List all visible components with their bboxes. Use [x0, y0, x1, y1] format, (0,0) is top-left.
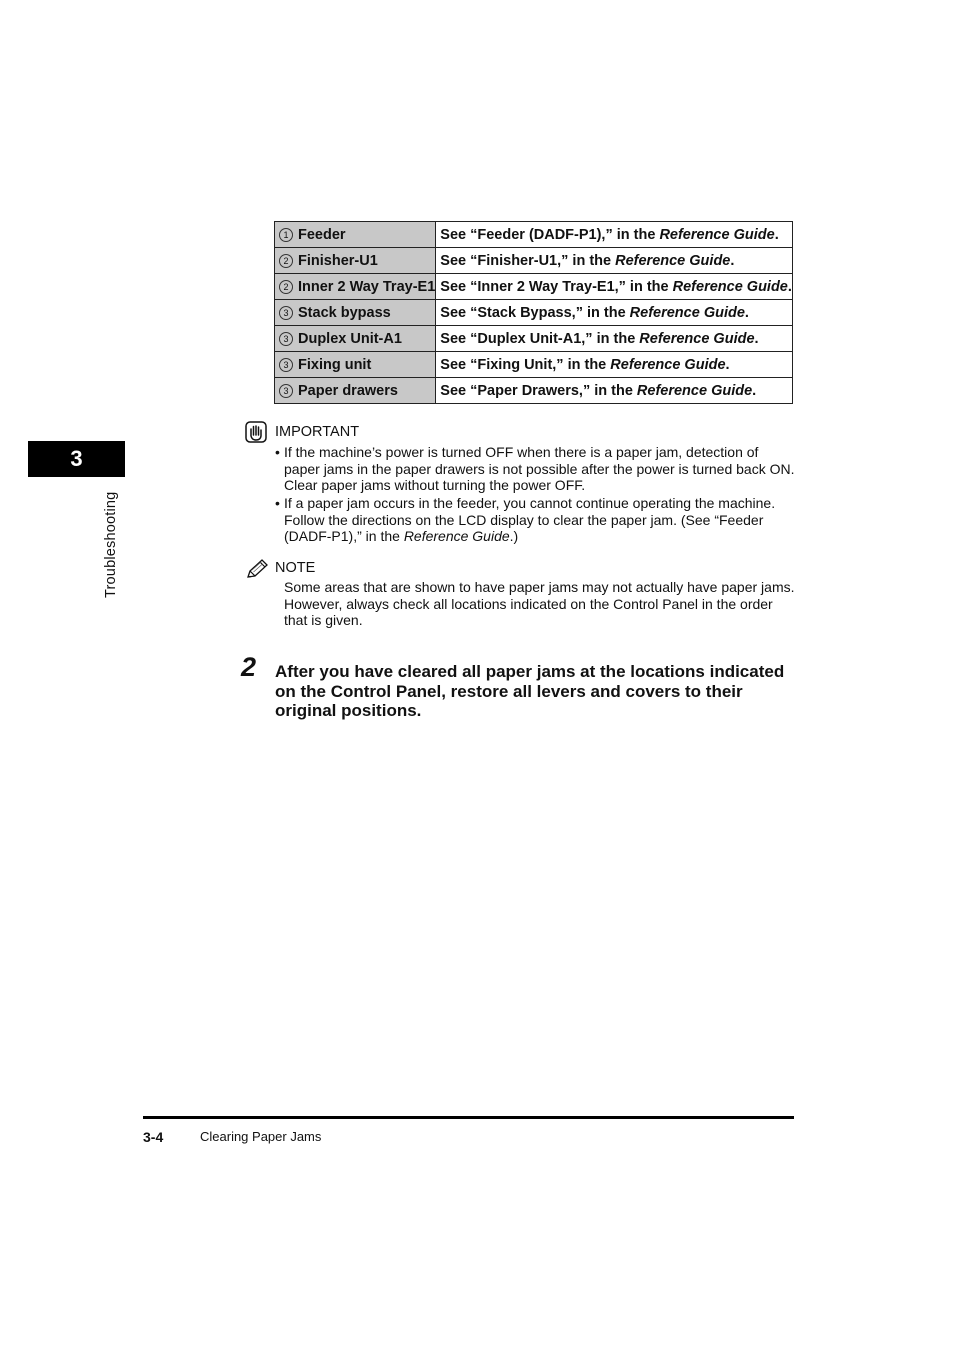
reference-cell: See “Feeder (DADF-P1),” in the Reference Guide.: [436, 222, 793, 248]
step-number: 2: [241, 652, 257, 682]
reference-guide-italic: Reference Guide: [615, 252, 731, 269]
location-cell: [275, 326, 436, 352]
circled-number: 3: [279, 306, 293, 320]
footer-section-title: Clearing Paper Jams: [200, 1129, 322, 1144]
location-label: Inner 2 Way Tray-E1: [298, 278, 436, 295]
location-cell: [275, 222, 436, 248]
location-cell: [275, 274, 436, 300]
circled-number: 3: [279, 332, 293, 346]
reference-guide-italic: Reference Guide: [403, 528, 510, 544]
table-row: [275, 300, 793, 326]
circled-number: 2: [279, 254, 293, 268]
chapter-side-label: Troubleshooting: [103, 491, 119, 598]
circled-number: 2: [279, 280, 293, 294]
reference-cell: See “Stack Bypass,” in the Reference Guide.: [436, 300, 793, 326]
location-cell: [275, 248, 436, 274]
location-label: Duplex Unit-A1: [298, 330, 402, 347]
reference-guide-italic: Reference Guide: [636, 382, 753, 399]
reference-cell: See “Duplex Unit-A1,” in the Reference Guide.: [436, 326, 793, 352]
reference-guide-italic: Reference Guide: [610, 356, 726, 373]
circled-number: 3: [279, 358, 293, 372]
location-label: Feeder: [298, 226, 346, 243]
reference-cell: See “Inner 2 Way Tray-E1,” in the Reference Guide.: [436, 274, 793, 300]
location-cell: [275, 352, 436, 378]
location-cell: [275, 300, 436, 326]
reference-cell: See “Fixing Unit,” in the Reference Guide.: [436, 352, 793, 378]
important-bullet-1-text: If the machine’s power is turned OFF when there is a paper jam, detection of paper jams in the paper drawers is not possible after the power is turned back ON. Clear paper jams without turning the power OFF.: [284, 444, 795, 493]
pencil-icon: [245, 558, 269, 580]
circled-number: 3: [279, 384, 293, 398]
location-cell: [275, 378, 436, 404]
location-label: Stack bypass: [298, 304, 391, 321]
location-label: Paper drawers: [298, 382, 398, 399]
table-row: [275, 248, 793, 274]
table-row: [275, 222, 793, 248]
reference-guide-italic: Reference Guide: [659, 226, 775, 243]
reference-guide-italic: Reference Guide: [629, 304, 745, 321]
reference-guide-italic: Reference Guide: [639, 330, 755, 347]
table-row: [275, 274, 793, 300]
hand-stop-icon: [245, 421, 267, 443]
important-title: IMPORTANT: [275, 424, 360, 440]
important-bullet-2: • If a paper jam occurs in the feeder, you cannot continue operating the machine. Follow the directions on the LCD display to clear the paper jam. (See “Feeder (DADF-P1),” in the Reference Guide.): [275, 495, 795, 545]
table-row: [275, 352, 793, 378]
chapter-tab: 3: [28, 441, 125, 477]
note-title: NOTE: [275, 560, 316, 576]
location-label: Fixing unit: [298, 356, 372, 373]
step-instruction: After you have cleared all paper jams at the locations indicated on the Control Panel, restore all levers and covers to their original positions.: [275, 662, 785, 720]
reference-guide-italic: Reference Guide: [672, 278, 788, 295]
table-row: [275, 326, 793, 352]
important-bullet-1: • If the machine’s power is turned OFF when there is a paper jam, detection of paper jams in the paper drawers is not possible after the power is turned back ON. Clear paper jams without turning the power OFF.: [275, 444, 795, 493]
page-number: 3-4: [143, 1129, 164, 1145]
jam-location-table: [274, 221, 793, 404]
footer-rule: [143, 1116, 794, 1119]
reference-cell: See “Paper Drawers,” in the Reference Guide.: [436, 378, 793, 404]
important-bullet-2-text: If a paper jam occurs in the feeder, you cannot continue operating the machine. Follow the directions on the LCD display to clear the paper jam. (See “Feeder (DADF-P1),” in the Reference Guide.): [284, 495, 776, 544]
note-text: Some areas that are shown to have paper jams may not actually have paper jams. However, always check all locations indicated on the Control Panel in the order that is given.: [284, 579, 795, 628]
reference-cell: See “Finisher-U1,” in the Reference Guide.: [436, 248, 793, 274]
circled-number: 1: [279, 228, 293, 242]
table-row: [275, 378, 793, 404]
location-label: Finisher-U1: [298, 252, 378, 269]
